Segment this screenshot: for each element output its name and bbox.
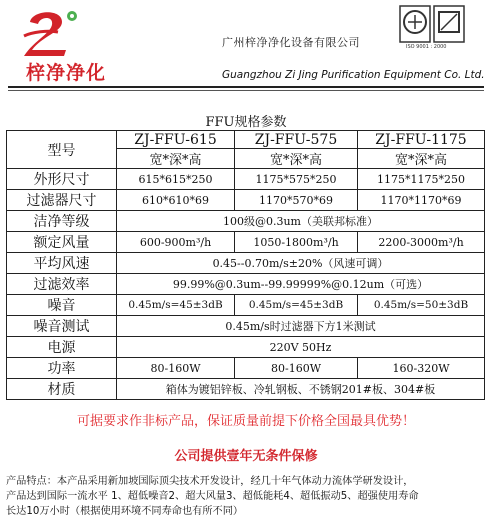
custom-order-notice: 可据要求作非标产品，保证质量前提下价格全国最具优势！ — [76, 414, 415, 429]
filter-size-label: 过滤器尺寸 — [7, 190, 117, 211]
spec-table — [6, 130, 485, 400]
table-row — [7, 274, 485, 295]
brand-name: 梓净净化 — [25, 62, 106, 84]
table-title: FFU规格参数 — [205, 115, 287, 130]
filter-size-575: 1170*570*69 — [235, 190, 358, 211]
certification-badge-icon — [398, 4, 468, 46]
airflow-575: 1050-1800m³/h — [235, 232, 358, 253]
table-row — [7, 253, 485, 274]
dims-label-1175: 宽*深*高 — [358, 149, 485, 169]
warranty-statement: 公司提供壹年无条件保修 — [174, 449, 318, 464]
noise-test-label: 噪音测试 — [7, 316, 117, 337]
dims-label-575: 宽*深*高 — [235, 149, 358, 169]
model-575: ZJ-FFU-575 — [235, 131, 358, 149]
table-row — [7, 316, 485, 337]
table-row — [7, 358, 485, 379]
noise-615: 0.45m/s=45±3dB — [117, 295, 235, 316]
velocity-value: 0.45--0.70m/s±20%（风速可调） — [117, 253, 485, 274]
table-row — [7, 379, 485, 400]
product-features — [6, 474, 488, 519]
material-label: 材质 — [7, 379, 117, 400]
noise-test-value: 0.45m/s时过滤器下方1米测试 — [117, 316, 485, 337]
model-1175: ZJ-FFU-1175 — [358, 131, 485, 149]
power-615: 80-160W — [117, 358, 235, 379]
table-row — [7, 169, 485, 190]
feature-line: 产品达到国际一流水平 1、超低噪音2、超大风量3、超低能耗4、超低振动5、超强使用寿命 — [6, 491, 419, 502]
outer-size-label: 外形尺寸 — [7, 169, 117, 190]
model-615: ZJ-FFU-615 — [117, 131, 235, 149]
noise-label: 噪音 — [7, 295, 117, 316]
table-row — [7, 211, 485, 232]
table-row — [7, 232, 485, 253]
iso-certification-text: ISO 9001 : 2000 — [406, 44, 447, 50]
table-row — [7, 190, 485, 211]
dims-label-615: 宽*深*高 — [117, 149, 235, 169]
clean-level-value: 100级@0.3um（美联邦标准） — [117, 211, 485, 232]
efficiency-label: 过滤效率 — [7, 274, 117, 295]
filter-size-615: 610*610*69 — [117, 190, 235, 211]
filter-size-1175: 1170*1170*69 — [358, 190, 485, 211]
power-575: 80-160W — [235, 358, 358, 379]
power-supply-value: 220V 50Hz — [117, 337, 485, 358]
power-supply-label: 电源 — [7, 337, 117, 358]
header-divider-thin — [8, 90, 484, 91]
velocity-label: 平均风速 — [7, 253, 117, 274]
airflow-label: 额定风量 — [7, 232, 117, 253]
airflow-615: 600-900m³/h — [117, 232, 235, 253]
company-name-en: Guangzhou Zi Jing Purification Equipment Co. Ltd. — [222, 69, 485, 81]
airflow-1175: 2200-3000m³/h — [358, 232, 485, 253]
material-value: 箱体为镀铝锌板、冷轧钢板、不锈钢201#板、304#板 — [117, 379, 485, 400]
noise-1175: 0.45m/s=50±3dB — [358, 295, 485, 316]
letterhead — [0, 0, 492, 112]
model-header-label: 型号 — [7, 131, 117, 169]
feature-line: 长达10万小时（根据使用环境不同寿命也有所不同） — [6, 506, 244, 517]
noise-575: 0.45m/s=45±3dB — [235, 295, 358, 316]
outer-size-575: 1175*575*250 — [235, 169, 358, 190]
clean-level-label: 洁净等级 — [7, 211, 117, 232]
table-row — [7, 295, 485, 316]
outer-size-1175: 1175*1175*250 — [358, 169, 485, 190]
power-label: 功率 — [7, 358, 117, 379]
power-1175: 160-320W — [358, 358, 485, 379]
table-row — [7, 131, 485, 149]
company-name-cn: 广州梓净净化设备有限公司 — [222, 36, 360, 49]
outer-size-615: 615*615*250 — [117, 169, 235, 190]
feature-line: 产品特点：本产品采用新加坡国际顶尖技术开发设计，经几十年气体动力流体学研发设计， — [6, 476, 414, 487]
table-row — [7, 337, 485, 358]
efficiency-value: 99.99%@0.3um--99.99999%@0.12um（可选） — [117, 274, 485, 295]
company-logo-icon — [18, 6, 84, 58]
header-divider — [8, 86, 484, 88]
